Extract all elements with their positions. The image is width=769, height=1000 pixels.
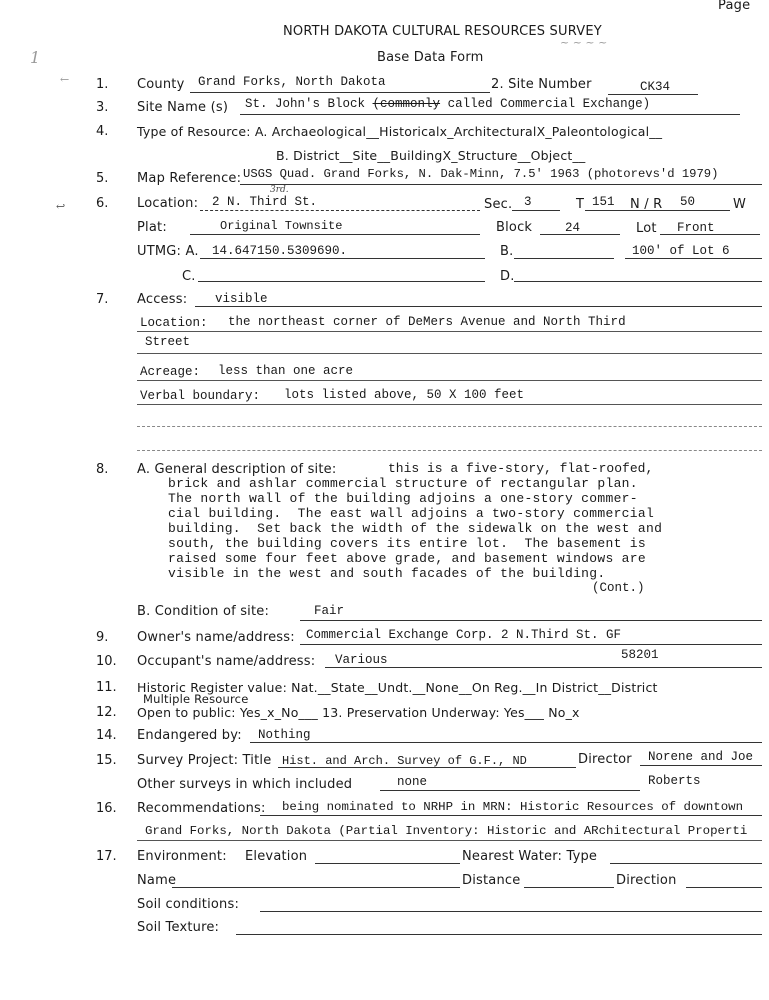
margin-arrow-icon: ←	[60, 73, 70, 86]
condition-label: B. Condition of site:	[137, 604, 270, 619]
pencil-annotation: ~ ~ ~ ~	[560, 36, 608, 49]
other-surveys-label: Other surveys in which included	[137, 777, 353, 792]
soil-conditions-label: Soil conditions:	[137, 897, 240, 912]
condition-value: Fair	[314, 604, 345, 618]
occupant-label: Occupant's name/address:	[137, 654, 316, 669]
direction-label: Direction	[616, 873, 677, 888]
description-body: brick and ashlar commercial structure of rectangular plan. The north wall of the building adjoins a one-story commer- cial building. The east wall adjoins a two-story commercial building. Set back the width of the sidewalk on the west and south, the building covers its entire lot. The basement is raised some four feet above grade, and basement windows are visible in the west and south facades of the building.	[168, 476, 663, 581]
owner-label: Owner's name/address:	[137, 630, 295, 645]
description-label: A. General description of site:	[137, 462, 337, 477]
survey-title-value: Hist. and Arch. Survey of G.F., ND	[282, 754, 527, 768]
item-number-8: 8.	[96, 462, 109, 477]
utm-label: UTMG: A.	[137, 244, 199, 259]
site-number-label: 2. Site Number	[491, 77, 592, 92]
plat-value: Original Townsite	[220, 219, 343, 233]
access-label: Access:	[137, 292, 188, 307]
utm-a-value: 14.647150.5309690.	[212, 244, 348, 258]
verbal-boundary-label: Verbal boundary:	[140, 389, 261, 403]
survey-title-label: Survey Project: Title	[137, 753, 272, 768]
range-value: 50	[680, 195, 696, 209]
resource-type-line1: Type of Resource: A. Archaeological__Historicalx_ArchitecturalX_Paleontological__	[137, 124, 663, 139]
item-number-10: 10.	[96, 654, 117, 669]
owner-value: Commercial Exchange Corp. 2 N.Third St. GF	[306, 628, 622, 642]
form-title: NORTH DAKOTA CULTURAL RESOURCES SURVEY	[283, 24, 602, 39]
director-label: Director	[578, 752, 632, 767]
description-line1: this is a five-story, flat-roofed,	[388, 461, 654, 476]
recommendations-line1: being nominated to NRHP in MRN: Historic Resources of downtown	[282, 800, 744, 814]
environment-label: Environment:	[137, 849, 227, 864]
location-insert: 3rd.	[270, 185, 289, 195]
endangered-label: Endangered by:	[137, 728, 242, 743]
recommendations-label: Recommendations:	[137, 801, 266, 816]
item-number-16: 16.	[96, 801, 117, 816]
item-number-3: 3.	[96, 100, 109, 115]
west-label: W	[733, 197, 747, 212]
nr-label: N / R	[630, 197, 663, 212]
block-value: 24	[565, 221, 581, 235]
item-number-4: 4.	[96, 124, 109, 139]
margin-mark: 1	[30, 48, 41, 67]
item-number-12: 12.	[96, 705, 117, 720]
director-value-1: Norene and Joe	[648, 750, 754, 764]
distance-label: Distance	[462, 873, 521, 888]
access-location-line1: the northeast corner of DeMers Avenue and North Third	[228, 315, 626, 329]
plat-label: Plat:	[137, 220, 167, 235]
item-number-17: 17.	[96, 849, 117, 864]
form-subtitle: Base Data Form	[377, 50, 484, 65]
access-value: visible	[215, 292, 268, 306]
item-number-9: 9.	[96, 630, 109, 645]
county-value: Grand Forks, North Dakota	[198, 75, 386, 89]
historic-register-line: Historic Register value: Nat.__State__Undt.__None__On Reg.__In District__District	[137, 680, 658, 695]
map-reference-label: Map Reference:	[137, 171, 242, 186]
lot-value: Front	[677, 221, 715, 235]
access-location-label: Location:	[140, 316, 208, 330]
item-number-14: 14.	[96, 728, 117, 743]
township-label: T	[576, 197, 585, 212]
other-surveys-value: none	[397, 775, 428, 789]
historic-register-note: Multiple Resource	[143, 692, 249, 706]
endangered-value: Nothing	[258, 728, 311, 742]
acreage-value: less than one acre	[218, 364, 354, 378]
item-number-1: 1.	[96, 77, 109, 92]
page-label: Page	[718, 0, 751, 13]
open-public-line: Open to public: Yes_x_No___ 13. Preservation Underway: Yes___ No_x	[137, 705, 580, 720]
recommendations-line2: Grand Forks, North Dakota (Partial Inventory: Historic and ARchitectural Properti	[145, 824, 748, 838]
site-number-value: CK34	[640, 80, 671, 94]
sec-value: 3	[524, 195, 532, 209]
acreage-label: Acreage:	[140, 365, 201, 379]
access-location-line2: Street	[145, 335, 191, 349]
location-label: Location:	[137, 196, 199, 211]
nearest-water-label: Nearest Water: Type	[462, 849, 598, 864]
item-number-5: 5.	[96, 171, 109, 186]
county-label: County	[137, 77, 185, 92]
lot-continued: 100' of Lot 6	[632, 244, 730, 258]
verbal-boundary-value: lots listed above, 50 X 100 feet	[284, 388, 525, 402]
township-value: 151	[592, 195, 615, 209]
item-number-11: 11.	[96, 680, 117, 695]
director-value-2: Roberts	[648, 774, 701, 788]
site-name-label: Site Name (s)	[137, 100, 229, 115]
block-label: Block	[496, 220, 533, 235]
soil-texture-label: Soil Texture:	[137, 920, 220, 935]
occupant-zip: 58201	[621, 648, 659, 662]
description-continued: (Cont.)	[592, 581, 645, 595]
location-value: 2 N. Third St.	[212, 195, 318, 209]
item-number-15: 15.	[96, 753, 117, 768]
name-label: Name	[137, 873, 177, 888]
utm-b-label: B.	[500, 244, 514, 259]
lot-label: Lot	[636, 221, 657, 236]
item-number-7: 7.	[96, 292, 109, 307]
elevation-label: Elevation	[245, 849, 308, 864]
utm-d-label: D.	[500, 269, 515, 284]
resource-type-line2: B. District__Site__BuildingX_Structure__Object__	[276, 148, 586, 163]
utm-c-label: C.	[182, 269, 196, 284]
map-reference-value: USGS Quad. Grand Forks, N. Dak-Minn, 7.5' 1963 (photorevs'd 1979)	[243, 167, 719, 181]
margin-arrow-icon-2: ↩	[56, 200, 66, 213]
site-name-value: St. John's Block (commonly called Commercial Exchange)	[245, 97, 651, 111]
sec-label: Sec.	[484, 197, 513, 212]
item-number-6: 6.	[96, 196, 109, 211]
occupant-value: Various	[335, 653, 388, 667]
